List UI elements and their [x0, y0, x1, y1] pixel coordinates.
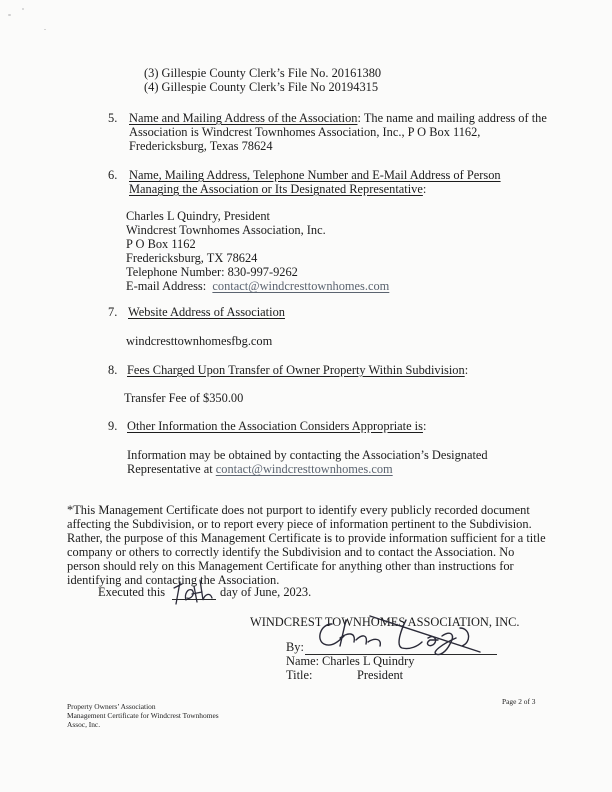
contact-email-line	[126, 279, 389, 293]
scan-speck	[22, 8, 24, 10]
section-6-number: 6.	[108, 168, 118, 182]
section-6-heading-text: Managing the Association or Its Designated Representative	[129, 182, 423, 196]
signature-image	[310, 610, 485, 658]
scan-speck	[44, 29, 46, 30]
section-6-heading-line-2	[129, 182, 426, 196]
contact-email-label: E-mail Address:	[126, 279, 213, 293]
page-number: Page 2 of 3	[502, 697, 536, 706]
section-6-heading-colon: :	[422, 182, 427, 196]
footer-line-3: Assoc, Inc.	[67, 720, 101, 729]
section-8-heading-line	[127, 363, 468, 377]
disclaimer-line-6: identifying and contacting the Association.	[67, 573, 280, 587]
section-6-heading-line-1: Name, Mailing Address, Telephone Number and E-Mail Address of Person	[129, 168, 501, 182]
section-9-line-1: Information may be obtained by contacting the Association’s Designated	[127, 448, 488, 462]
footer-line-1: Property Owners’ Association	[67, 702, 156, 711]
section-5-line-3: Fredericksburg, Texas 78624	[129, 139, 273, 153]
contact-po-box: P O Box 1162	[126, 237, 196, 251]
disclaimer-line-1: *This Management Certificate does not purport to identify every publicly recorded document	[67, 503, 530, 517]
signature-name-value: Charles L Quindry	[322, 654, 415, 668]
section-9-heading: Other Information the Association Considers Appropriate is	[127, 419, 423, 433]
executed-prefix: Executed this	[98, 585, 166, 599]
section-5-line-2: Association is Windcrest Townhomes Association, Inc., P O Box 1162,	[129, 125, 481, 139]
footer-line-2: Management Certificate for Windcrest Townhomes	[67, 711, 219, 720]
section-8-heading-colon: :	[464, 363, 469, 377]
disclaimer-line-3: Rather, the purpose of this Management Certificate is to provide information sufficient for a title	[67, 531, 546, 545]
scan-speck	[8, 14, 11, 16]
contact-phone: Telephone Number: 830-997-9262	[126, 265, 298, 279]
recording-item-3: (3) Gillespie County Clerk’s File No. 20161380	[144, 66, 382, 80]
section-9-line-2	[127, 462, 393, 476]
contact-email-link[interactable]: contact@windcresttownhomes.com	[212, 279, 390, 293]
section-5-heading: Name and Mailing Address of the Association	[129, 111, 358, 125]
disclaimer-line-4: company or others to correctly identify the Subdivision and to contact the Association. No	[67, 545, 515, 559]
representative-email-link[interactable]: contact@windcresttownhomes.com	[215, 462, 393, 476]
signature-title-label: Title:	[286, 668, 313, 682]
section-9-heading-colon: :	[422, 419, 427, 433]
transfer-fee: Transfer Fee of $350.00	[124, 391, 244, 405]
signature-title-value: President	[357, 668, 404, 682]
disclaimer-line-2: affecting the Subdivision, or to report every piece of information pertinent to the Subdivision.	[67, 517, 532, 531]
section-9-prefix: Representative at	[127, 462, 216, 476]
section-7-heading: Website Address of Association	[128, 305, 285, 319]
website-address: windcresttownhomesfbg.com	[126, 334, 273, 348]
executed-day-handwriting	[170, 574, 220, 608]
executed-suffix: day of June, 2023.	[220, 585, 312, 599]
recording-item-4: (4) Gillespie County Clerk’s File No 20194315	[144, 80, 379, 94]
section-9-heading-line	[127, 419, 426, 433]
disclaimer-line-5: person should rely on this Management Certificate for anything other than instructions for	[67, 559, 514, 573]
contact-name: Charles L Quindry, President	[126, 209, 270, 223]
section-9-number: 9.	[108, 419, 118, 433]
section-5-line-1	[129, 111, 547, 125]
signature-name-label: Name:	[286, 654, 320, 668]
section-8-heading: Fees Charged Upon Transfer of Owner Property Within Subdivision	[127, 363, 465, 377]
section-5-number: 5.	[108, 111, 118, 125]
section-8-number: 8.	[108, 363, 118, 377]
signature-org: WINDCREST TOWNHOMES ASSOCIATION, INC.	[250, 615, 520, 629]
section-7-number: 7.	[108, 305, 118, 319]
section-5-text: : The name and mailing address of the	[357, 111, 547, 125]
contact-city: Fredericksburg, TX 78624	[126, 251, 258, 265]
signature-by-label: By:	[286, 640, 304, 654]
contact-org: Windcrest Townhomes Association, Inc.	[126, 223, 326, 237]
